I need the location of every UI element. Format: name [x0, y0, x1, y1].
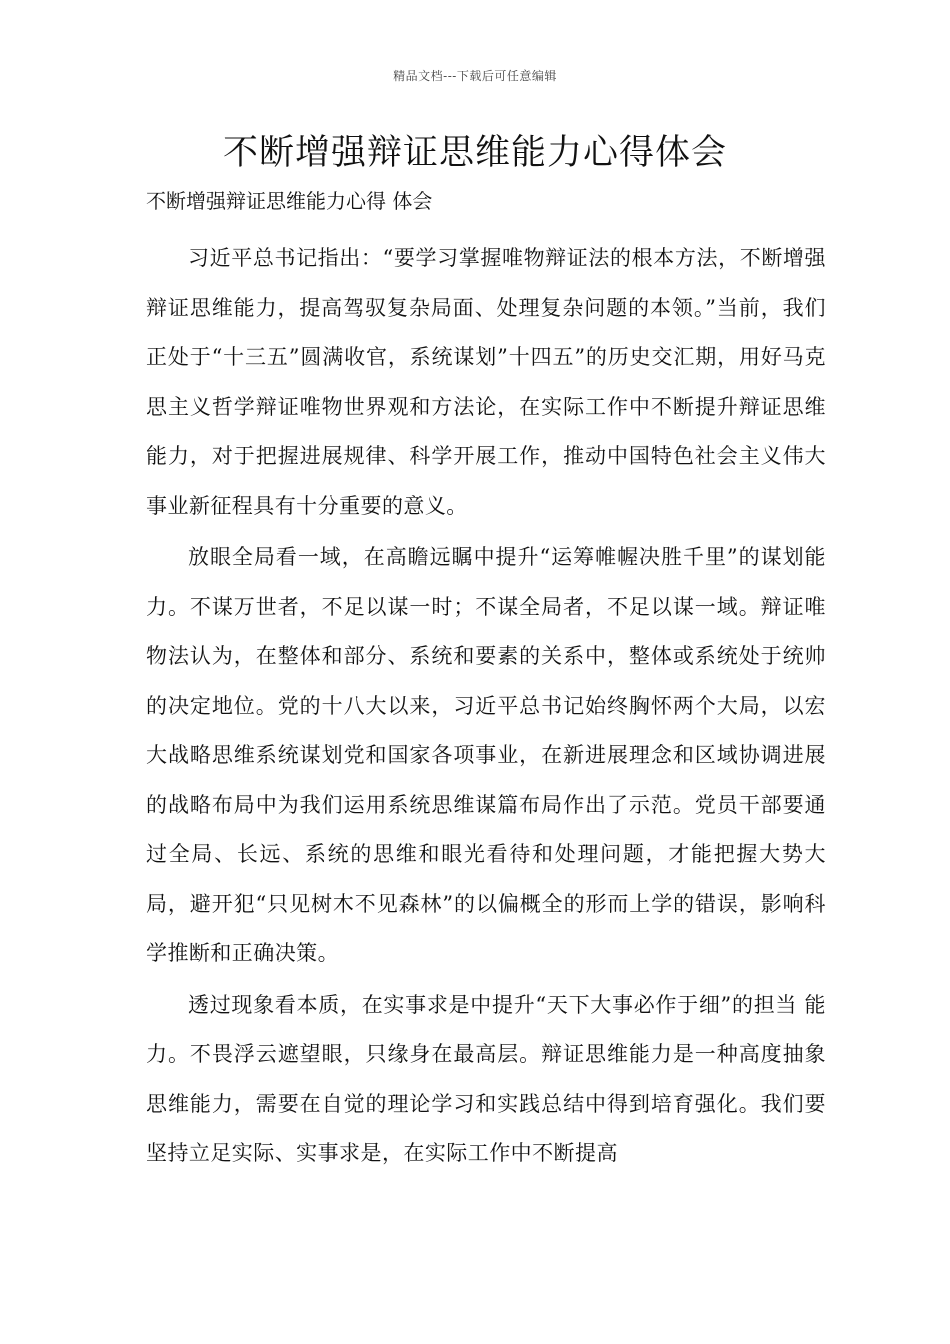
header-note: 精品文档---下载后可任意编辑: [393, 69, 557, 83]
document-title: 不断增强辩证思维能力心得体会: [222, 133, 727, 173]
document-subtitle: 不断增强辩证思维能力心得 体会: [146, 189, 433, 213]
paragraph-2: 放眼全局看一域，在高瞻远瞩中提升“运筹帷幄决胜千里”的谋划能力。不谋万世者，不足以谋一时；不谋全局者，不足以谋一域。辩证唯物法认为，在整体和部分、系统和要素的关系中，整体或系统处于统帅的决定地位。党的十八大以来，习近平总书记始终胸怀两个大局，以宏大战略思维系统谋划党和国家各项事业，在新进展理念和区域协调进展的战略布局中为我们运用系统思维谋篇布局作出了示范。党员干部要通过全局、长远、系统的思维和眼光看待和处理问题，才能把握大势大局，避开犯“只见树木不见森林”的以偏概全的形而上学的错误，影响科学推断和正确决策。: [146, 545, 826, 965]
paragraph-3: 透过现象看本质，在实事求是中提升“天下大事必作于细”的担当 能力。不畏浮云遮望眼，只缘身在最高层。辩证思维能力是一种高度抽象思维能力，需要在自觉的理论学习和实践总结中得到培育强化。我们要坚持立足实际、实事求是，在实际工作中不断提高: [146, 992, 826, 1165]
document-body: [146, 234, 826, 1179]
paragraph-1: 习近平总书记指出：“要学习掌握唯物辩证法的根本方法，不断增强辩证思维能力，提高驾驭复杂局面、处理复杂问题的本领。”当前，我们正处于“十三五”圆满收官，系统谋划”十四五”的历史交汇期，用好马克思主义哲学辩证唯物世界观和方法论，在实际工作中不断提升辩证思维能力，对于把握进展规律、科学开展工作，推动中国特色社会主义伟大事业新征程具有十分重要的意义。: [146, 246, 826, 518]
